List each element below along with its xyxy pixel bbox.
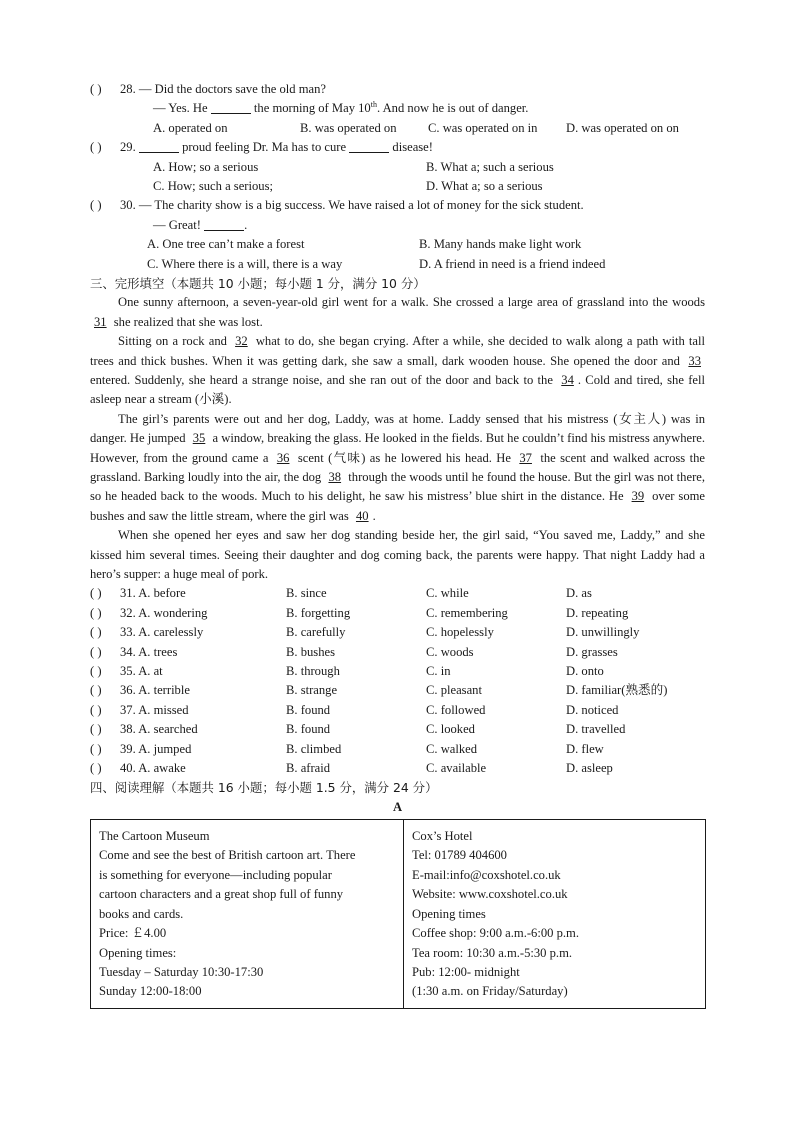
cloze-option-row bbox=[90, 643, 705, 662]
q30-stem bbox=[90, 196, 705, 215]
museum-text-line: Come and see the best of British cartoon art. There bbox=[99, 848, 356, 863]
hotel-hours-label: Opening times bbox=[412, 906, 486, 921]
q30-reply: — Great! . bbox=[153, 217, 248, 232]
option-a[interactable]: A. operated on bbox=[153, 120, 228, 135]
passage-paragraph-4 bbox=[90, 526, 705, 584]
passage-text: Sitting on a rock and bbox=[118, 334, 227, 349]
cloze-option-row bbox=[90, 701, 705, 720]
option-a[interactable]: 31. A. before bbox=[120, 586, 186, 601]
option-a[interactable]: 38. A. searched bbox=[120, 722, 198, 737]
museum-hours-label: Opening times: bbox=[99, 945, 177, 960]
section4-heading: 四、阅读理解（本题共 16 小题；每小题 1.5 分，满分 24 分） bbox=[90, 780, 438, 796]
option-c[interactable]: C. walked bbox=[426, 741, 478, 756]
option-a[interactable]: 34. A. trees bbox=[120, 644, 178, 659]
museum-price: Price: ￡4.00 bbox=[99, 926, 167, 941]
passage-paragraph-1 bbox=[90, 293, 705, 332]
answer-paren[interactable]: ( ) bbox=[90, 644, 102, 659]
passage-text: through the woods until he found the house. But the girl was not there, so he headed back to the woods. Much to his delight, he saw his mistress’ blue shirt in the distance. He bbox=[90, 469, 706, 504]
option-c[interactable]: C. followed bbox=[426, 702, 486, 717]
option-c[interactable]: C. woods bbox=[426, 644, 474, 659]
passage-text: . Cold and tired, she fell asleep near a stream (小溪). bbox=[90, 372, 705, 407]
cloze-option-row bbox=[90, 681, 705, 700]
q30-question: 30. — The charity show is a big success. We have raised a lot of money for the sick student. bbox=[120, 198, 584, 213]
reading-table bbox=[90, 819, 706, 1009]
option-d[interactable]: D. travelled bbox=[566, 722, 626, 737]
option-d[interactable]: D. A friend in need is a friend indeed bbox=[419, 256, 606, 271]
option-a[interactable]: 37. A. missed bbox=[120, 702, 189, 717]
option-d[interactable]: D. was operated on on bbox=[566, 120, 679, 135]
passage-text: the scent and walked across the grassland. Barking loudly into the air, the dog bbox=[90, 450, 705, 484]
cloze-option-row bbox=[90, 759, 705, 778]
passage-text: over some bushes and saw the little stream, where the girl was bbox=[90, 489, 706, 523]
blank-38[interactable]: 38 bbox=[328, 469, 342, 484]
q29-stem-text: proud feeling Dr. Ma has to cure bbox=[182, 140, 347, 155]
option-a[interactable]: 36. A. terrible bbox=[120, 683, 190, 698]
q28-reply-part1: — Yes. He bbox=[153, 101, 208, 116]
fill-blank[interactable] bbox=[204, 217, 244, 231]
hotel-title: Cox’s Hotel bbox=[412, 829, 473, 844]
option-b[interactable]: B. carefully bbox=[286, 625, 346, 640]
cloze-option-row bbox=[90, 584, 705, 603]
superscript: th bbox=[370, 100, 377, 110]
hotel-tel: Tel: 01789 404600 bbox=[412, 848, 507, 863]
option-d[interactable]: D. What a; so a serious bbox=[426, 178, 543, 193]
fill-blank[interactable] bbox=[139, 139, 179, 153]
option-b[interactable]: B. strange bbox=[286, 683, 338, 698]
blank-33[interactable]: 33 bbox=[688, 353, 701, 368]
option-b[interactable]: B. since bbox=[286, 586, 327, 601]
hotel-coffee-shop: Coffee shop: 9:00 a.m.-6:00 p.m. bbox=[412, 926, 579, 941]
q28-options bbox=[90, 119, 705, 138]
option-c[interactable]: C. pleasant bbox=[426, 683, 482, 698]
option-c[interactable]: C. Where there is a will, there is a way bbox=[147, 256, 343, 271]
passage-text: The girl’s parents were out and her dog, Laddy, was at home. Laddy sensed that his mistress (女主人) was in danger. He jumped bbox=[90, 411, 705, 446]
museum-text-line: cartoon characters and a great shop full of funny bbox=[99, 887, 344, 902]
answer-paren[interactable]: ( ) bbox=[90, 625, 102, 640]
option-a[interactable]: 35. A. at bbox=[120, 663, 163, 678]
q28-reply-part3: . And now he is out of danger. bbox=[376, 101, 529, 116]
q30-options-row1 bbox=[90, 235, 705, 254]
part-label: A bbox=[392, 799, 403, 814]
option-d[interactable]: D. unwillingly bbox=[566, 625, 640, 640]
option-c[interactable]: C. while bbox=[426, 586, 469, 601]
fill-blank[interactable] bbox=[349, 139, 389, 153]
option-b[interactable]: B. bushes bbox=[286, 644, 335, 659]
option-a[interactable]: 33. A. carelessly bbox=[120, 625, 204, 640]
hotel-email: E-mail:info@coxshotel.co.uk bbox=[412, 867, 561, 882]
option-a[interactable]: 39. A. jumped bbox=[120, 741, 192, 756]
answer-paren[interactable]: ( ) bbox=[90, 140, 102, 155]
hotel-pub: Pub: 12:00- midnight bbox=[412, 964, 520, 979]
exam-page bbox=[90, 80, 705, 1009]
q30-reply-text: — Great! bbox=[153, 217, 201, 232]
option-d[interactable]: D. asleep bbox=[566, 760, 613, 775]
cloze-option-row bbox=[90, 740, 705, 759]
passage-paragraph-3 bbox=[90, 410, 705, 526]
museum-title: The Cartoon Museum bbox=[99, 829, 210, 844]
option-c[interactable]: C. was operated on in bbox=[428, 120, 538, 135]
option-d[interactable]: D. flew bbox=[566, 741, 604, 756]
option-d[interactable]: D. onto bbox=[566, 663, 604, 678]
option-d[interactable]: D. repeating bbox=[566, 605, 629, 620]
option-b[interactable]: B. found bbox=[286, 722, 331, 737]
blank-36[interactable]: 36 bbox=[276, 450, 290, 465]
cloze-option-row bbox=[90, 623, 705, 642]
cloze-option-row bbox=[90, 604, 705, 623]
option-c[interactable]: C. How; such a serious; bbox=[153, 178, 273, 193]
option-c[interactable]: C. available bbox=[426, 760, 487, 775]
blank-35[interactable]: 35 bbox=[192, 431, 206, 446]
museum-hours-weekday: Tuesday – Saturday 10:30-17:30 bbox=[99, 964, 264, 979]
q28-reply bbox=[90, 99, 705, 118]
option-b[interactable]: B. through bbox=[286, 663, 340, 678]
passage-text: what to do, she began crying. After a while, she decided to walk along a path with tall trees and thick bushes. When it was getting dark, she saw a small, dark wooden house. She opened the door and bbox=[90, 334, 706, 368]
answer-paren[interactable]: ( ) bbox=[90, 722, 102, 737]
hotel-website: Website: www.coxshotel.co.uk bbox=[412, 887, 568, 902]
option-b[interactable]: B. forgetting bbox=[286, 605, 351, 620]
option-c[interactable]: C. remembering bbox=[426, 605, 508, 620]
answer-paren[interactable]: ( ) bbox=[90, 198, 102, 213]
blank-39[interactable]: 39 bbox=[631, 489, 645, 504]
hotel-tea-room: Tea room: 10:30 a.m.-5:30 p.m. bbox=[412, 945, 573, 960]
blank-32[interactable]: 32 bbox=[235, 334, 248, 349]
option-d[interactable]: D. familiar(熟悉的) bbox=[566, 683, 668, 698]
option-c[interactable]: C. hopelessly bbox=[426, 625, 494, 640]
cloze-option-row bbox=[90, 662, 705, 681]
passage-text: scent (气味) as he lowered his head. He bbox=[297, 450, 511, 465]
option-a[interactable]: A. How; so a serious bbox=[153, 159, 259, 174]
option-b[interactable]: B. was operated on bbox=[300, 120, 397, 135]
blank-40[interactable]: 40 bbox=[355, 508, 369, 523]
option-d[interactable]: D. grasses bbox=[566, 644, 618, 659]
option-a[interactable]: 40. A. awake bbox=[120, 760, 186, 775]
answer-paren[interactable]: ( ) bbox=[90, 683, 102, 698]
passage-text: When she opened her eyes and saw her dog standing beside her, the girl said, “You saved me, Laddy,” and she kissed him several times. Seeing their daughter and dog coming back, the parents were happy. That night Laddy had a hero’s supper: a huge meal of pork. bbox=[90, 528, 705, 581]
blank-31[interactable]: 31 bbox=[94, 314, 107, 329]
passage-text: entered. Suddenly, she heard a strange noise, and she ran out of the door and back to the bbox=[90, 372, 553, 387]
museum-text-line: is something for everyone—including popular bbox=[99, 867, 332, 882]
option-c[interactable]: C. looked bbox=[426, 722, 475, 737]
museum-text-line: books and cards. bbox=[99, 906, 184, 921]
answer-paren[interactable]: ( ) bbox=[90, 663, 102, 678]
answer-paren[interactable]: ( ) bbox=[90, 741, 102, 756]
fill-blank[interactable] bbox=[211, 100, 251, 114]
q29-stem-end: disease! bbox=[392, 140, 433, 155]
q29-options-row2 bbox=[90, 177, 705, 196]
option-d[interactable]: D. as bbox=[566, 586, 592, 601]
option-a[interactable]: 32. A. wondering bbox=[120, 605, 208, 620]
passage-text: a window, breaking the glass. He looked in the fields. But he couldn’t find his mistress anywhere. However, from the ground came a bbox=[90, 431, 706, 465]
hotel-pub-note: (1:30 a.m. on Friday/Saturday) bbox=[412, 984, 568, 999]
answer-paren[interactable]: ( ) bbox=[90, 702, 102, 717]
q28-question: 28. — Did the doctors save the old man? bbox=[120, 82, 327, 96]
passage-text: . bbox=[372, 508, 376, 523]
answer-paren[interactable]: ( ) bbox=[90, 586, 102, 601]
answer-paren[interactable]: ( ) bbox=[90, 82, 102, 96]
passage-text: One sunny afternoon, a seven-year-old girl went for a walk. She crossed a large area of grassland into the woods bbox=[118, 295, 705, 310]
option-b[interactable]: B. What a; such a serious bbox=[426, 159, 554, 174]
q30-options-row2 bbox=[90, 255, 705, 274]
option-d[interactable]: D. noticed bbox=[566, 702, 619, 717]
cloze-option-row bbox=[90, 720, 705, 739]
passage-paragraph-2 bbox=[90, 332, 705, 410]
answer-paren[interactable]: ( ) bbox=[90, 760, 102, 775]
q28-stem bbox=[90, 80, 705, 99]
q29-number: 29. bbox=[120, 140, 136, 155]
museum-card bbox=[91, 820, 404, 1009]
option-b[interactable]: B. Many hands make light work bbox=[419, 237, 582, 252]
answer-paren[interactable]: ( ) bbox=[90, 605, 102, 620]
blank-37[interactable]: 37 bbox=[519, 450, 532, 465]
q29-stem bbox=[90, 138, 705, 157]
hotel-card bbox=[404, 820, 706, 1009]
blank-34[interactable]: 34 bbox=[561, 372, 574, 387]
q29-options-row1 bbox=[90, 158, 705, 177]
q28-reply-part2: the morning of May 10 bbox=[253, 101, 371, 116]
option-c[interactable]: C. in bbox=[426, 663, 451, 678]
museum-hours-sunday: Sunday 12:00-18:00 bbox=[99, 984, 202, 999]
section3-heading: 三、完形填空（本题共 10 小题；每小题 1 分，满分 10 分） bbox=[90, 275, 426, 291]
option-b[interactable]: B. afraid bbox=[286, 760, 331, 775]
option-b[interactable]: B. found bbox=[286, 702, 331, 717]
option-b[interactable]: B. climbed bbox=[286, 741, 342, 756]
passage-text: she realized that she was lost. bbox=[113, 314, 263, 329]
cloze-options-list bbox=[90, 584, 705, 778]
option-a[interactable]: A. One tree can’t make a forest bbox=[147, 237, 305, 252]
